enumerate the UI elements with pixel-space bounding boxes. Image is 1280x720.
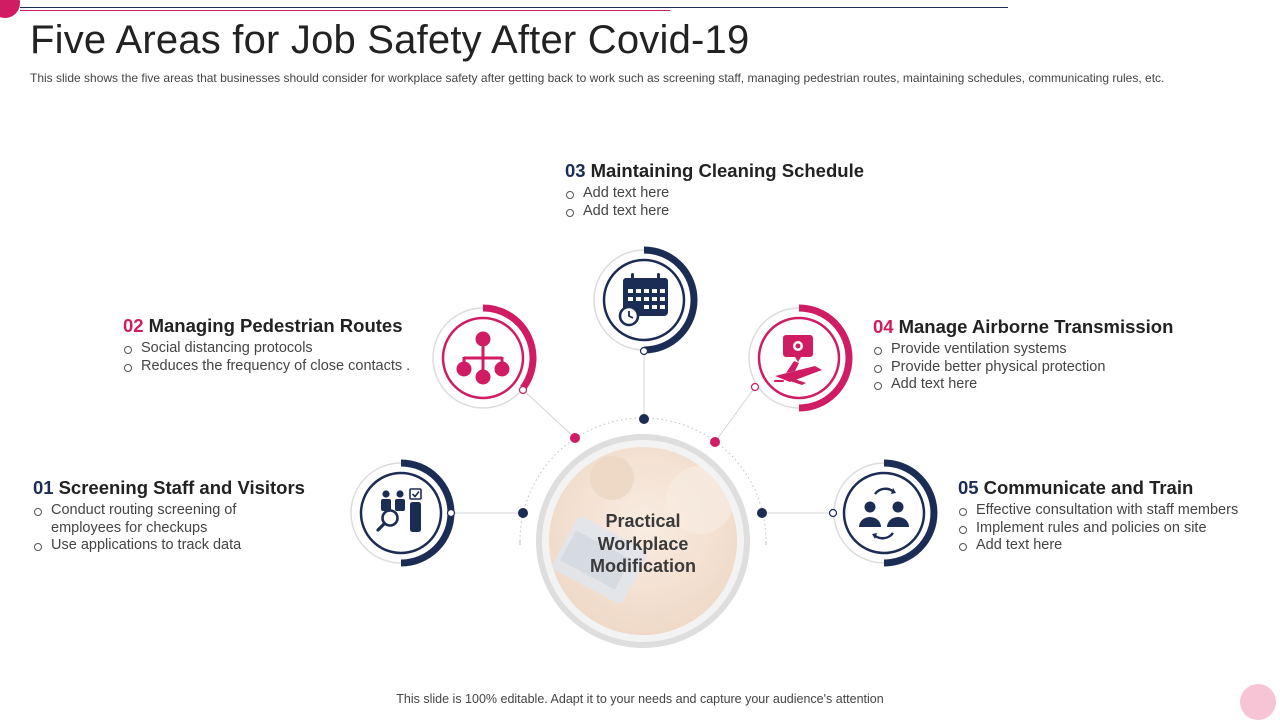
arc-dot-04 — [710, 437, 720, 447]
arc-dot-02 — [570, 433, 580, 443]
area-bullet: Implement rules and policies on site — [958, 520, 1238, 538]
area-circle-01 — [351, 463, 455, 563]
center-label — [560, 510, 726, 578]
area-bullets-01 — [33, 502, 283, 555]
area-block-05 — [958, 477, 1238, 555]
area-block-02 — [123, 315, 410, 375]
slide-subtitle: This slide shows the five areas that businesses should consider for workplace safety after getting back to work such as screening staff, managing pedestrian routes, maintaining schedules, communicating rules, etc. — [30, 71, 1165, 85]
area-bullet: Reduces the frequency of close contacts . — [123, 358, 410, 376]
area-title-02: Managing Pedestrian Routes — [148, 315, 403, 336]
center-label-line-2: Workplace — [597, 533, 689, 554]
area-heading-01 — [33, 477, 305, 499]
area-bullet: Social distancing protocols — [123, 340, 410, 358]
area-circle-05 — [830, 463, 935, 563]
area-number-05: 05 — [958, 477, 979, 498]
area-title-01: Screening Staff and Visitors — [58, 477, 305, 498]
area-heading-05 — [958, 477, 1238, 499]
area-circle-02 — [433, 308, 533, 408]
arc-dot-03 — [639, 414, 649, 424]
area-number-04: 04 — [873, 316, 894, 337]
area-number-02: 02 — [123, 315, 144, 336]
arc-dot-01 — [518, 508, 528, 518]
area-bullet: Add text here — [565, 185, 864, 203]
area-title-05: Communicate and Train — [983, 477, 1194, 498]
area-bullets-03 — [565, 185, 864, 220]
area-bullet: Add text here — [565, 203, 864, 221]
area-bullet: Add text here — [958, 537, 1238, 555]
area-heading-03 — [565, 160, 864, 182]
area-bullet: Use applications to track data — [33, 537, 283, 555]
area-bullet: Provide better physical protection — [873, 359, 1173, 377]
area-bullets-04 — [873, 341, 1173, 394]
area-bullet: Provide ventilation systems — [873, 341, 1173, 359]
area-bullets-05 — [958, 502, 1238, 555]
area-block-04 — [873, 316, 1173, 394]
area-number-03: 03 — [565, 160, 586, 181]
center-label-line-3: Modification — [590, 556, 696, 576]
area-circle-04 — [749, 308, 849, 408]
area-bullets-02 — [123, 340, 410, 375]
area-circle-03 — [594, 250, 694, 355]
arc-dot-05 — [757, 508, 767, 518]
area-heading-02 — [123, 315, 410, 337]
area-title-04: Manage Airborne Transmission — [898, 316, 1174, 337]
area-number-01: 01 — [33, 477, 54, 498]
center-label-line-1: Practical — [605, 511, 681, 531]
area-block-01 — [33, 477, 305, 555]
area-heading-04 — [873, 316, 1173, 338]
area-bullet: Conduct routing screening of employees for checkups — [33, 502, 283, 537]
slide-title: Five Areas for Job Safety After Covid-19 — [30, 18, 750, 62]
slide-footer: This slide is 100% editable. Adapt it to your needs and capture your audience's attention — [396, 692, 884, 706]
area-block-03 — [565, 160, 864, 220]
area-bullet: Add text here — [873, 376, 1173, 394]
area-bullet: Effective consultation with staff members — [958, 502, 1238, 520]
area-title-03: Maintaining Cleaning Schedule — [590, 160, 864, 181]
